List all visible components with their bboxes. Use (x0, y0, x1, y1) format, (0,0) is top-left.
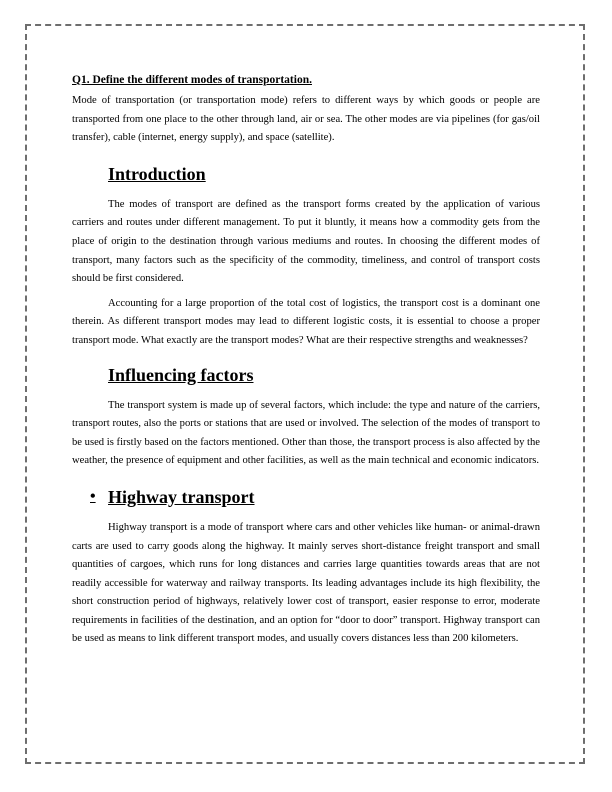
influencing-factors-heading: Influencing factors (108, 364, 254, 385)
document-content (72, 72, 540, 649)
bullet-icon: • (90, 487, 96, 505)
introduction-paragraph-2: Accounting for a large proportion of the total cost of logistics, the transport cost is a dominant one therein. As different transport modes may lead to different logistic costs, it is essential to choose a proper transport mode. What exactly are the transport modes? What are their respective strengths and weaknesses? (72, 297, 540, 346)
question-answer: Mode of transportation (or transportation mode) refers to different ways by which goods or people are transported from one place to the other through land, air or sea. The other modes are via pipelines (for gas/oil transfer), cable (internet, energy supply), and space (satellite). (72, 95, 540, 144)
question-title: Q1. Define the different modes of transportation. (72, 74, 312, 86)
influencing-factors-paragraph: The transport system is made up of several factors, which include: the type and nature of the carriers, transport routes, also the ports or stations that are used or involved. The selection of the modes of transport to be used is firstly based on the factors mentioned. Other than those, the transport process is also affected by the weather, the presence of equipment and other facilities, as well as the main technical and economic indicators. (72, 399, 540, 467)
highway-transport-heading-row (90, 485, 540, 509)
highway-transport-heading: Highway transport (108, 486, 255, 507)
introduction-paragraph-1: The modes of transport are defined as the transport forms created by the application of various carriers and routes under different management. To put it bluntly, it means how a commodity gets from the place of origin to the destination through various mediums and routes. In choosing the different modes of transport, many factors such as the specificity of the commodity, timeliness, and control of transport costs should be first considered. (72, 198, 540, 285)
highway-transport-paragraph: Highway transport is a mode of transport where cars and other vehicles like human- or animal-drawn carts are used to carry goods along the highway. It mainly serves short-distance freight transport and small quantities of cargoes, which runs for long distances and carries large quantities towards areas that are not readily accessible for waterway and railway transports. Its leading advantages include its high flexibility, the short construction period of highways, relatively lower cost of transport, easier response to error, moderate requirements in facilities of the destination, and an option for “door to door” transport. Highway transport can be used as means to link different transport modes, and usually covers distances less than 200 kilometers. (72, 521, 540, 645)
introduction-heading: Introduction (108, 163, 206, 184)
